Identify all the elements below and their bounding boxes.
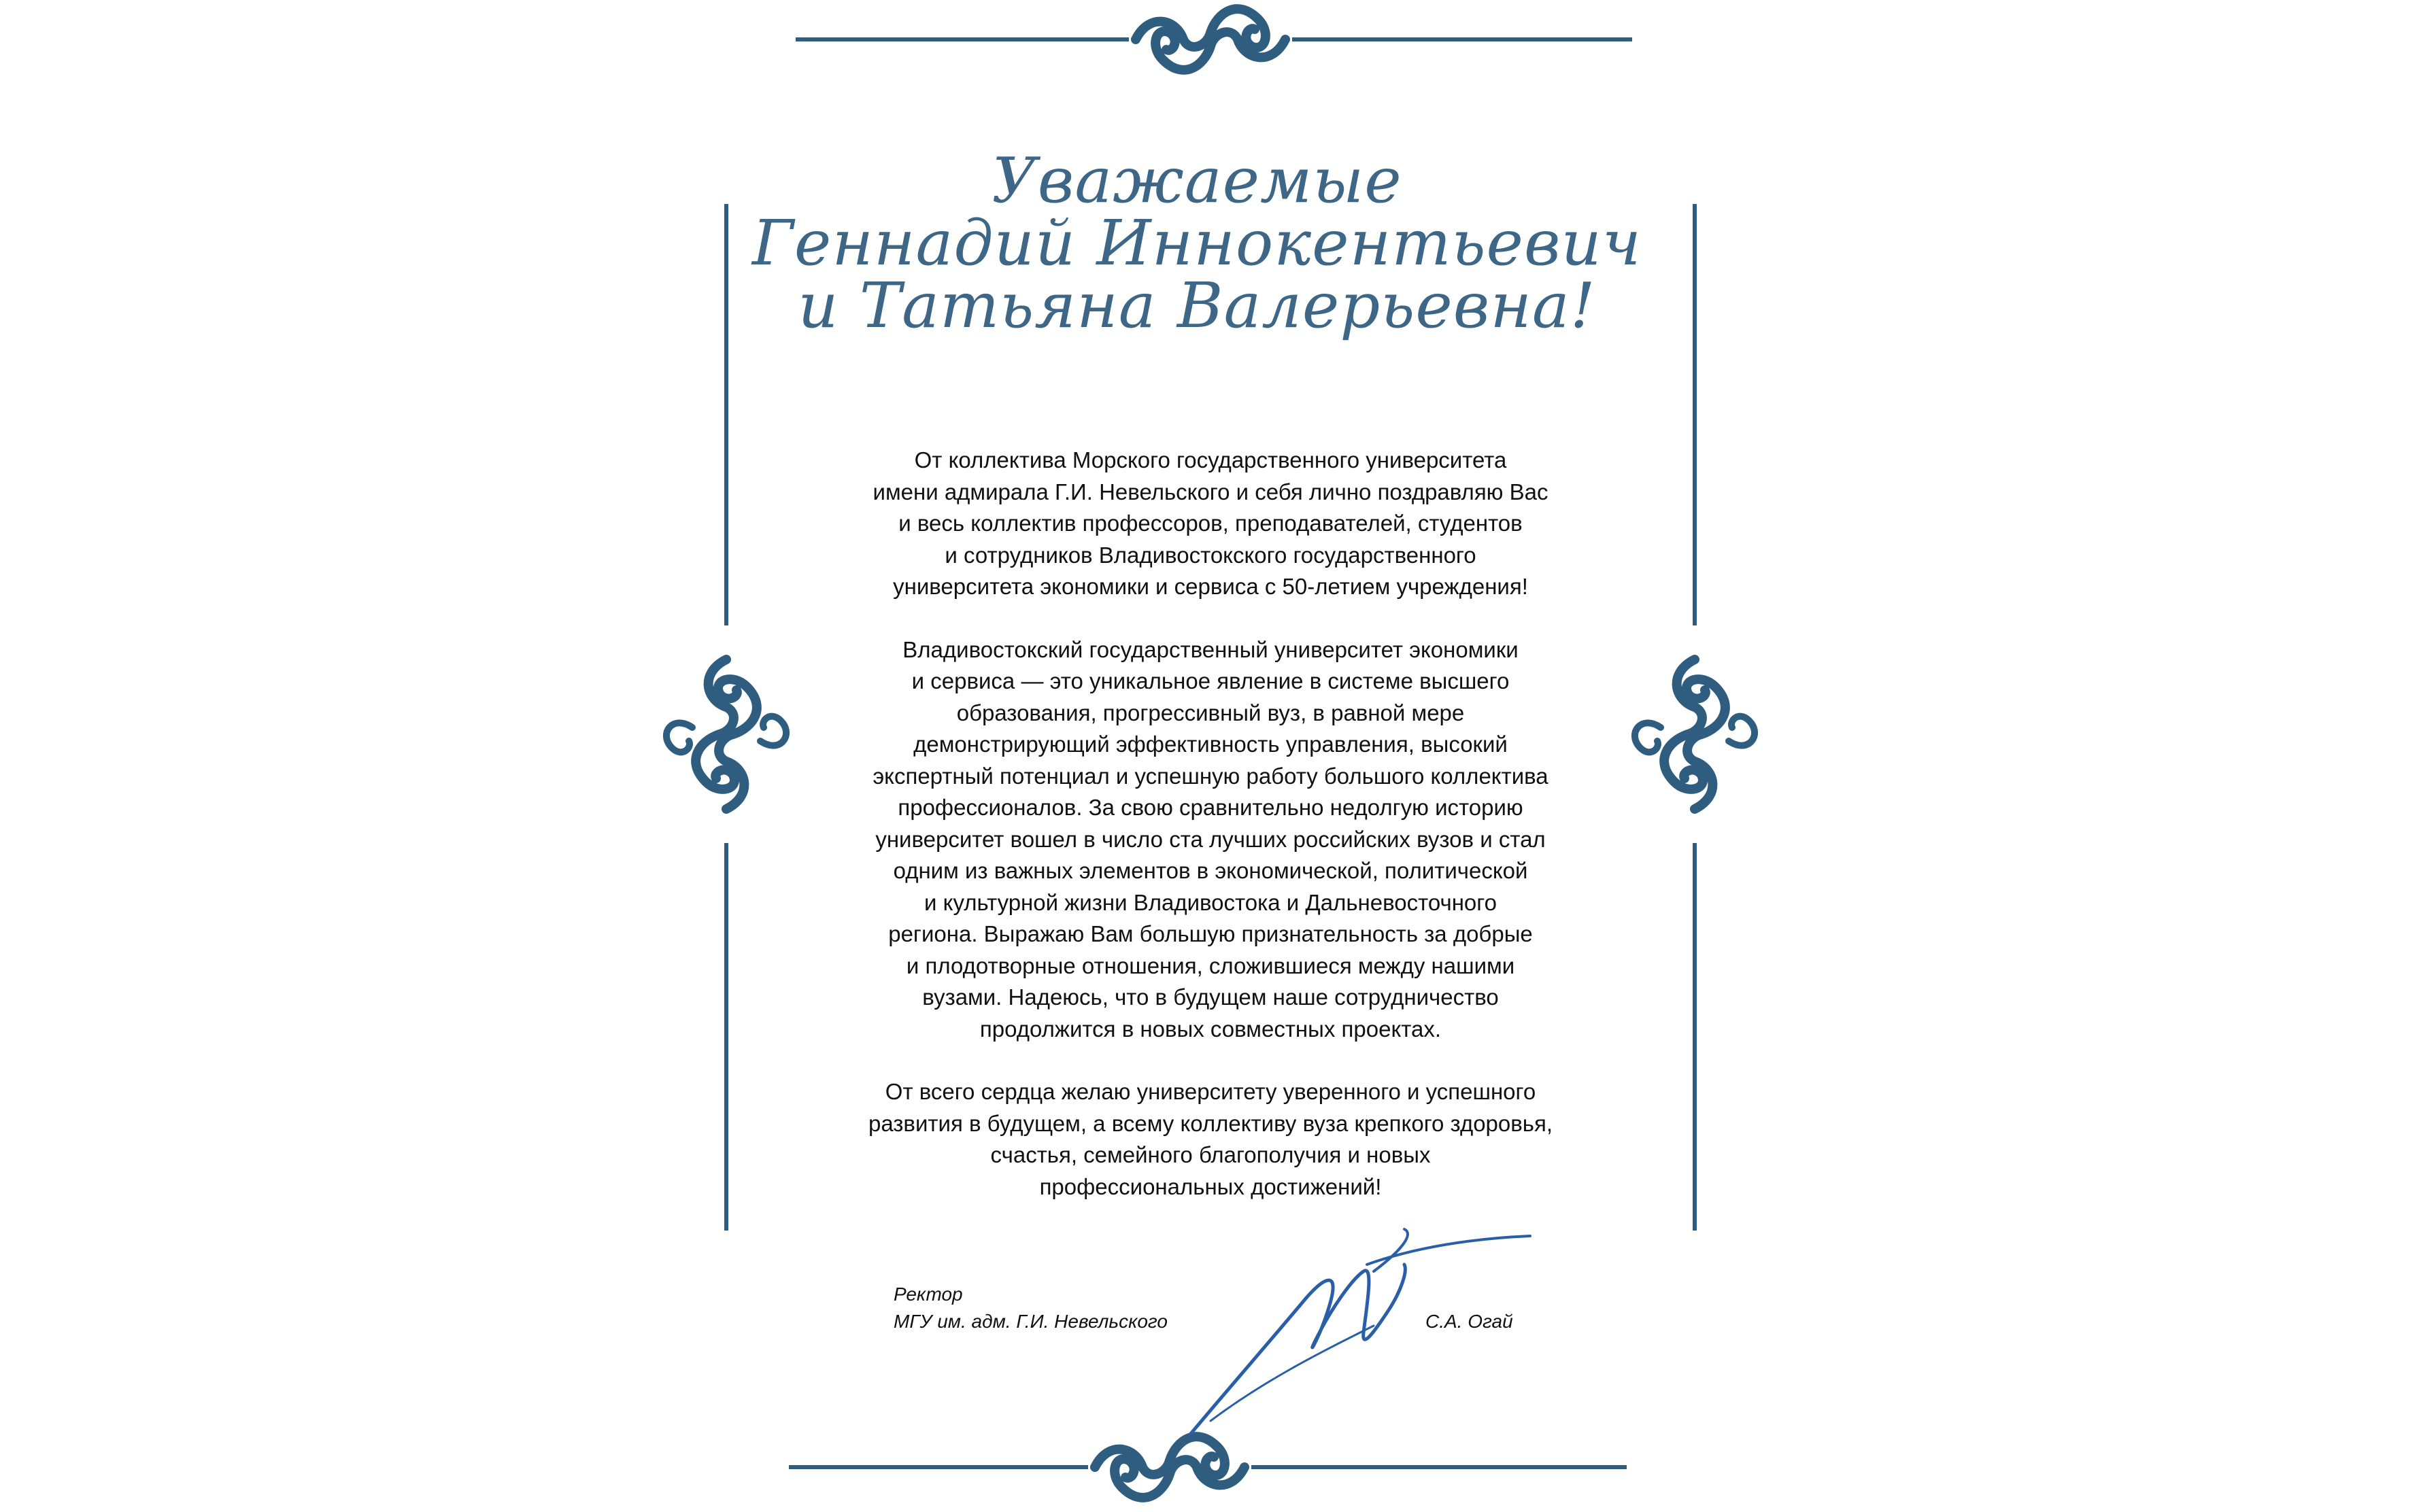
text-line: От коллектива Морского государственного университета [914,447,1507,472]
text-line: образования, прогрессивный вуз, в равной мере [956,700,1465,725]
text-line: экспертный потенциал и успешную работу большого коллектива [873,763,1548,789]
letter-body [823,445,1598,1234]
text-line: университет вошел в число ста лучших российских вузов и стал [875,826,1546,852]
text-line: развития в будущем, а всему коллективу вуза крепкого здоровья, [868,1110,1553,1136]
text-line: профессиональных достижений! [1039,1173,1382,1199]
text-line: счастья, семейного благополучия и новых [990,1142,1431,1167]
signatory-position: Ректор [894,1284,963,1305]
signatory-name: С.А. Огай [1425,1311,1513,1332]
signatory-details [894,1281,1168,1335]
title-line: и Татьяна Валерьевна! [798,269,1596,342]
right-flourish [1635,659,1755,809]
text-line: От всего сердца желаю университету уверенного и успешного [885,1079,1536,1104]
text-line: и плодотворные отношения, сложившиеся между нашими [906,952,1515,978]
text-line: региона. Выражаю Вам большую признательность за добрые [888,921,1533,946]
text-line: и сотрудников Владивостокского государственного [945,542,1476,568]
text-line: демонстрирующий эффективность управления, высокий [913,732,1508,757]
text-line: профессионалов. За свою сравнительно недолгую историю [898,795,1523,820]
text-line: и сервиса — это уникальное явление в системе высшего [911,668,1510,693]
paragraph-3 [823,1076,1598,1203]
paragraph-2 [823,634,1598,1046]
text-line: и культурной жизни Владивостока и Дальневосточного [924,889,1497,915]
paragraph-1 [823,445,1598,603]
text-line: и весь коллектив профессоров, преподавателей, студентов [898,511,1523,536]
title-line: Геннадий Иннокентьевич [751,207,1642,279]
greeting-title [748,144,1646,342]
text-line: университета экономики и сервиса с 50-летием учреждения! [893,574,1528,599]
title-line: Уважаемые [992,144,1402,217]
text-line: продолжится в новых совместных проектах. [979,1016,1442,1042]
text-line: одним из важных элементов в экономической, политической [893,858,1528,883]
text-line: вузами. Надеюсь, что в будущем наше сотрудничество [922,984,1499,1010]
left-flourish [666,659,786,809]
signatory-organization: МГУ им. адм. Г.И. Невельского [894,1311,1168,1332]
text-line: имени адмирала Г.И. Невельского и себя лично поздравляю Вас [873,479,1548,504]
text-line: Владивостокский государственный университет экономики [902,636,1519,662]
